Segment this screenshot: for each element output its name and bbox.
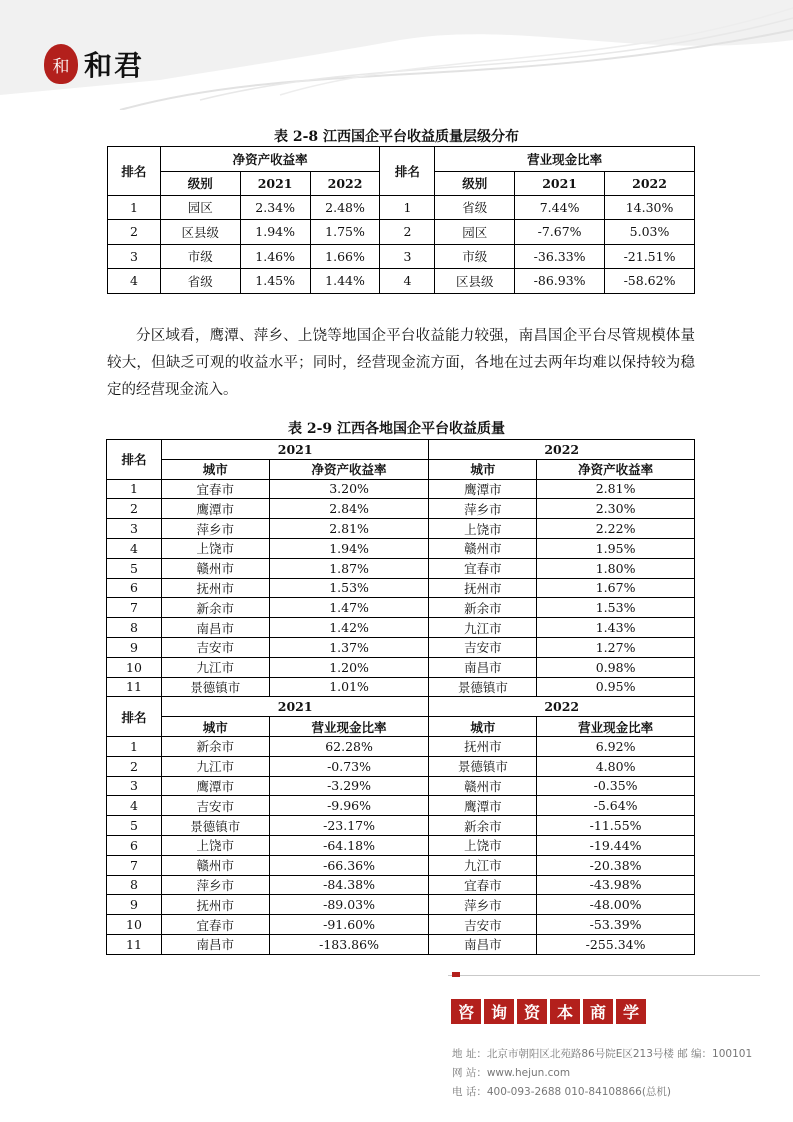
cash-2021-cell: -3.29% xyxy=(269,776,429,796)
roe-2021-cell: 1.42% xyxy=(269,618,429,638)
rank-cell: 4 xyxy=(380,269,435,294)
year-2021-header: 2021 xyxy=(240,171,310,195)
cash-2022-cell: -19.44% xyxy=(537,835,695,855)
rank-cell: 4 xyxy=(108,269,161,294)
city-2021-cell: 景德镇市 xyxy=(161,816,269,836)
city-2021-cell: 景德镇市 xyxy=(161,677,269,697)
table-row xyxy=(107,835,695,855)
cash-2021-cell: 62.28% xyxy=(269,736,429,756)
cash-2022-cell: -48.00% xyxy=(537,895,695,915)
logo-seal-icon: 和 xyxy=(44,44,78,84)
table-row xyxy=(107,618,695,638)
city-2022-cell: 赣州市 xyxy=(429,538,537,558)
rank-cell: 9 xyxy=(107,637,162,657)
roe-2022-cell: 1.66% xyxy=(310,244,380,269)
year-2021-header: 2021 xyxy=(161,440,429,460)
roe-2021-cell: 1.01% xyxy=(269,677,429,697)
city-2022-cell: 新余市 xyxy=(429,816,537,836)
roe-2022-cell: 1.53% xyxy=(537,598,695,618)
city-2022-cell: 鹰潭市 xyxy=(429,479,537,499)
cash-2021-cell: -91.60% xyxy=(269,915,429,935)
year-2022-header-2: 2022 xyxy=(605,171,695,195)
year-2021-header-2: 2021 xyxy=(515,171,605,195)
level-cell: 园区 xyxy=(435,220,515,245)
roe-2021-cell: 1.45% xyxy=(240,269,310,294)
city-2021-cell: 九江市 xyxy=(161,756,269,776)
table-row xyxy=(107,736,695,756)
table-row xyxy=(107,578,695,598)
slogan-char: 咨 xyxy=(451,999,481,1024)
city-2022-cell: 萍乡市 xyxy=(429,895,537,915)
rank-cell: 10 xyxy=(107,915,162,935)
cash-2022-cell: 14.30% xyxy=(605,195,695,220)
cash-2022-cell: 6.92% xyxy=(537,736,695,756)
roe-2022-cell: 0.95% xyxy=(537,677,695,697)
table-2-8-caption: 表 2-8 江西国企平台收益质量层级分布 xyxy=(273,129,520,145)
rank-cell: 3 xyxy=(107,519,162,539)
city-2021-cell: 鹰潭市 xyxy=(161,499,269,519)
rank-cell: 1 xyxy=(107,479,162,499)
cash-2021-cell: -7.67% xyxy=(515,220,605,245)
roe-2022-cell: 1.80% xyxy=(537,558,695,578)
roe-2022-cell: 1.43% xyxy=(537,618,695,638)
city-2022-cell: 新余市 xyxy=(429,598,537,618)
rank-cell: 8 xyxy=(107,618,162,638)
year-2022-header: 2022 xyxy=(429,440,695,460)
roe-2022-cell: 1.44% xyxy=(310,269,380,294)
roe-2021-cell: 1.94% xyxy=(269,538,429,558)
cash-2021-cell: -89.03% xyxy=(269,895,429,915)
roe-2021-cell: 2.81% xyxy=(269,519,429,539)
cash-2022-cell: -0.35% xyxy=(537,776,695,796)
city-2022-cell: 九江市 xyxy=(429,855,537,875)
roe-2021-cell: 1.94% xyxy=(240,220,310,245)
cash-2021-cell: -36.33% xyxy=(515,244,605,269)
logo-text: 和君 xyxy=(84,49,145,82)
slogan-char: 商 xyxy=(583,999,613,1024)
level-header-2: 级别 xyxy=(435,171,515,195)
level-cell: 区县级 xyxy=(435,269,515,294)
table-row xyxy=(107,637,695,657)
roe-2022-cell: 2.30% xyxy=(537,499,695,519)
city-2021-cell: 新余市 xyxy=(161,598,269,618)
roe-2021-cell: 1.20% xyxy=(269,657,429,677)
city-2021-cell: 南昌市 xyxy=(161,934,269,954)
footer-slogan xyxy=(451,999,649,1024)
city-2022-cell: 南昌市 xyxy=(429,934,537,954)
roe-2022-cell: 1.67% xyxy=(537,578,695,598)
rank-cell: 3 xyxy=(380,244,435,269)
table-row xyxy=(107,776,695,796)
rank-header-cash: 排名 xyxy=(107,697,162,737)
roe-2022-cell: 0.98% xyxy=(537,657,695,677)
slogan-char: 本 xyxy=(550,999,580,1024)
cash-2021-cell: -183.86% xyxy=(269,934,429,954)
rank-cell: 1 xyxy=(107,736,162,756)
table-row xyxy=(107,756,695,776)
rank-cell: 7 xyxy=(107,855,162,875)
city-header: 城市 xyxy=(161,459,269,479)
table-row xyxy=(107,558,695,578)
level-cell: 市级 xyxy=(160,244,240,269)
table-row xyxy=(107,538,695,558)
city-header-cash: 城市 xyxy=(161,717,269,737)
rank-header: 排名 xyxy=(107,440,162,480)
city-2022-cell: 吉安市 xyxy=(429,915,537,935)
slogan-char: 资 xyxy=(517,999,547,1024)
roe-2022-cell: 2.48% xyxy=(310,195,380,220)
roe-2022-cell: 2.22% xyxy=(537,519,695,539)
footer-website[interactable]: 网 站：www.hejun.com xyxy=(452,1067,571,1079)
table-row xyxy=(107,855,695,875)
cash-2021-cell: -84.38% xyxy=(269,875,429,895)
city-2021-cell: 新余市 xyxy=(161,736,269,756)
city-2021-cell: 赣州市 xyxy=(161,558,269,578)
city-2022-cell: 南昌市 xyxy=(429,657,537,677)
cash-2022-cell: -20.38% xyxy=(537,855,695,875)
rank-cell: 8 xyxy=(107,875,162,895)
roe-2021-cell: 1.37% xyxy=(269,637,429,657)
rank-cell: 2 xyxy=(380,220,435,245)
table-row xyxy=(107,816,695,836)
city-2022-cell: 赣州市 xyxy=(429,776,537,796)
rank-cell: 5 xyxy=(107,816,162,836)
city-2022-cell: 抚州市 xyxy=(429,736,537,756)
rank-cell: 11 xyxy=(107,934,162,954)
table-row xyxy=(108,244,695,269)
roe-2021-cell: 2.84% xyxy=(269,499,429,519)
city-2021-cell: 南昌市 xyxy=(161,618,269,638)
year-2022-header: 2022 xyxy=(310,171,380,195)
rank-cell: 11 xyxy=(107,677,162,697)
cash-2022-cell: -5.64% xyxy=(537,796,695,816)
roe-2021-cell: 1.87% xyxy=(269,558,429,578)
cash-ratio-header: 营业现金比率 xyxy=(269,717,429,737)
rank-cell: 5 xyxy=(107,558,162,578)
rank-cell: 4 xyxy=(107,538,162,558)
rank-cell: 4 xyxy=(107,796,162,816)
table-row xyxy=(107,895,695,915)
cash-2021-cell: -23.17% xyxy=(269,816,429,836)
city-2022-cell: 鹰潭市 xyxy=(429,796,537,816)
cash-2021-cell: -86.93% xyxy=(515,269,605,294)
roe-2021-cell: 1.53% xyxy=(269,578,429,598)
footer-address: 地 址：北京市朝阳区北苑路86号院E区213号楼 邮 编：100101 xyxy=(452,1048,753,1060)
slogan-char: 询 xyxy=(484,999,514,1024)
roe-header-2: 净资产收益率 xyxy=(537,459,695,479)
cash-ratio-header: 营业现金比率 xyxy=(435,147,695,172)
roe-2021-cell: 2.34% xyxy=(240,195,310,220)
city-2021-cell: 九江市 xyxy=(161,657,269,677)
table-row xyxy=(107,499,695,519)
level-cell: 省级 xyxy=(160,269,240,294)
table-row xyxy=(108,269,695,294)
footer-divider xyxy=(448,975,760,976)
rank-header-2: 排名 xyxy=(380,147,435,196)
rank-cell: 3 xyxy=(108,244,161,269)
year-2022-header-cash: 2022 xyxy=(429,697,695,717)
city-2022-cell: 上饶市 xyxy=(429,835,537,855)
cash-2022-cell: -43.98% xyxy=(537,875,695,895)
cash-2022-cell: -11.55% xyxy=(537,816,695,836)
roe-2021-cell: 1.46% xyxy=(240,244,310,269)
cash-2022-cell: 4.80% xyxy=(537,756,695,776)
year-2021-header-cash: 2021 xyxy=(161,697,429,717)
rank-cell: 6 xyxy=(107,578,162,598)
city-2021-cell: 鹰潭市 xyxy=(161,776,269,796)
table-2-8 xyxy=(107,146,695,294)
rank-header: 排名 xyxy=(108,147,161,196)
city-2021-cell: 赣州市 xyxy=(161,855,269,875)
table-2-9 xyxy=(106,439,695,955)
table-row xyxy=(108,220,695,245)
city-2022-cell: 萍乡市 xyxy=(429,499,537,519)
table-row xyxy=(107,519,695,539)
cash-ratio-header-2: 营业现金比率 xyxy=(537,717,695,737)
cash-2022-cell: -53.39% xyxy=(537,915,695,935)
level-cell: 市级 xyxy=(435,244,515,269)
city-2022-cell: 宜春市 xyxy=(429,558,537,578)
city-2022-cell: 景德镇市 xyxy=(429,756,537,776)
city-header-2: 城市 xyxy=(429,459,537,479)
company-logo xyxy=(44,44,144,84)
roe-2021-cell: 1.47% xyxy=(269,598,429,618)
table-row xyxy=(107,934,695,954)
cash-2022-cell: -58.62% xyxy=(605,269,695,294)
slogan-char: 学 xyxy=(616,999,646,1024)
city-2021-cell: 抚州市 xyxy=(161,895,269,915)
roe-2022-cell: 1.95% xyxy=(537,538,695,558)
rank-cell: 2 xyxy=(108,220,161,245)
rank-cell: 3 xyxy=(107,776,162,796)
city-2022-cell: 宜春市 xyxy=(429,875,537,895)
cash-2021-cell: 7.44% xyxy=(515,195,605,220)
table-row xyxy=(107,657,695,677)
rank-cell: 7 xyxy=(107,598,162,618)
cash-2021-cell: -0.73% xyxy=(269,756,429,776)
cash-2021-cell: -66.36% xyxy=(269,855,429,875)
table-row xyxy=(107,479,695,499)
rank-cell: 2 xyxy=(107,756,162,776)
city-2021-cell: 吉安市 xyxy=(161,637,269,657)
roe-2022-cell: 2.81% xyxy=(537,479,695,499)
roe-header: 净资产收益率 xyxy=(269,459,429,479)
table-row xyxy=(107,796,695,816)
city-2022-cell: 景德镇市 xyxy=(429,677,537,697)
table-2-9-caption: 表 2-9 江西各地国企平台收益质量 xyxy=(287,421,506,437)
roe-2022-cell: 1.75% xyxy=(310,220,380,245)
rank-cell: 1 xyxy=(108,195,161,220)
city-2021-cell: 宜春市 xyxy=(161,915,269,935)
city-2021-cell: 抚州市 xyxy=(161,578,269,598)
city-2022-cell: 九江市 xyxy=(429,618,537,638)
city-2022-cell: 上饶市 xyxy=(429,519,537,539)
city-2021-cell: 萍乡市 xyxy=(161,519,269,539)
rank-cell: 9 xyxy=(107,895,162,915)
city-header-cash-2: 城市 xyxy=(429,717,537,737)
table-row xyxy=(107,915,695,935)
city-2022-cell: 吉安市 xyxy=(429,637,537,657)
table-row xyxy=(108,195,695,220)
city-2021-cell: 上饶市 xyxy=(161,835,269,855)
footer-phone: 电 话：400-093-2688 010-84108866(总机) xyxy=(452,1086,672,1098)
rank-cell: 1 xyxy=(380,195,435,220)
cash-2022-cell: 5.03% xyxy=(605,220,695,245)
rank-cell: 10 xyxy=(107,657,162,677)
cash-2022-cell: -255.34% xyxy=(537,934,695,954)
city-2021-cell: 萍乡市 xyxy=(161,875,269,895)
body-paragraph: 分区域看，鹰潭、萍乡、上饶等地国企平台收益能力较强，南昌国企平台尽管规模体量较大，但缺乏可观的收益水平；同时，经营现金流方面，各地在过去两年均难以保持较为稳定的经营现金流入。 xyxy=(107,328,695,398)
cash-2022-cell: -21.51% xyxy=(605,244,695,269)
level-cell: 园区 xyxy=(160,195,240,220)
city-2021-cell: 吉安市 xyxy=(161,796,269,816)
table-row xyxy=(107,677,695,697)
city-2022-cell: 抚州市 xyxy=(429,578,537,598)
roe-header: 净资产收益率 xyxy=(160,147,380,172)
level-cell: 省级 xyxy=(435,195,515,220)
rank-cell: 6 xyxy=(107,835,162,855)
level-header: 级别 xyxy=(160,171,240,195)
rank-cell: 2 xyxy=(107,499,162,519)
level-cell: 区县级 xyxy=(160,220,240,245)
city-2021-cell: 宜春市 xyxy=(161,479,269,499)
city-2021-cell: 上饶市 xyxy=(161,538,269,558)
cash-2021-cell: -64.18% xyxy=(269,835,429,855)
table-row xyxy=(107,598,695,618)
roe-2021-cell: 3.20% xyxy=(269,479,429,499)
footer-divider-mark xyxy=(452,972,460,977)
roe-2022-cell: 1.27% xyxy=(537,637,695,657)
table-row xyxy=(107,875,695,895)
cash-2021-cell: -9.96% xyxy=(269,796,429,816)
